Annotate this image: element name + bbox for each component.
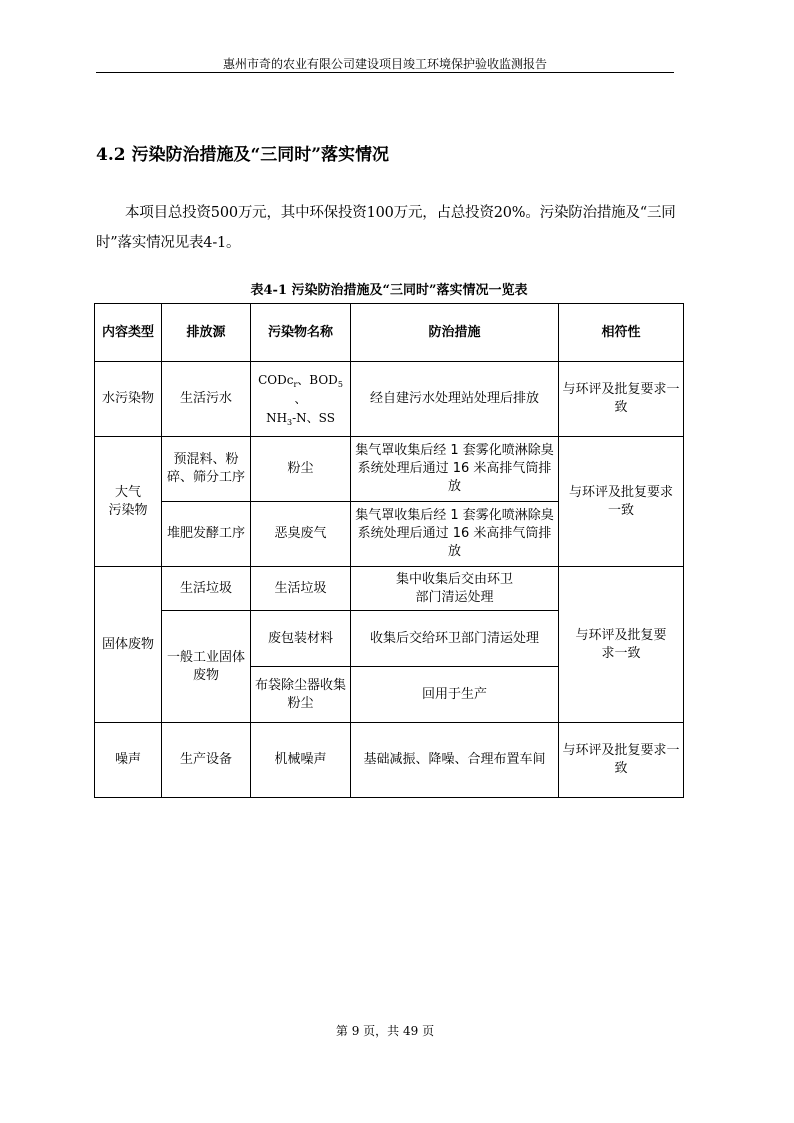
cell-compliance-air: 与环评及批复要求一致 (559, 437, 684, 567)
table-row-air-1 (95, 437, 684, 502)
cell-pollutant-solid-1: 生活垃圾 (251, 567, 351, 611)
table-row-noise (95, 723, 684, 798)
pollutant-nh3-sub: 3 (287, 417, 293, 427)
pollutant-rest: -N、SS (292, 410, 335, 425)
header-pollutant: 污染物名称 (251, 304, 351, 362)
pollutant-nh3: NH (266, 410, 288, 425)
type-air-line2: 污染物 (108, 502, 148, 518)
pollutant-bod: 、BOD (297, 372, 338, 387)
cell-source-solid-general: 一般工业固体废物 (162, 611, 251, 723)
cell-pollutant-air-2: 恶臭废气 (251, 502, 351, 567)
table-row-solid-1 (95, 567, 684, 611)
pollutant-cod: CODc (258, 372, 294, 387)
cell-measure-water: 经自建污水处理站处理后排放 (351, 362, 559, 437)
cell-measure-solid-2: 收集后交给环卫部门清运处理 (351, 611, 559, 667)
cell-measure-air-1: 集气罩收集后经 1 套雾化喷淋除臭系统处理后通过 16 米高排气筒排放 (351, 437, 559, 502)
cell-type-water: 水污染物 (95, 362, 162, 437)
cell-pollutant-solid-3: 布袋除尘器收集粉尘 (251, 667, 351, 723)
cell-measure-air-2: 集气罩收集后经 1 套雾化喷淋除臭系统处理后通过 16 米高排气筒排放 (351, 502, 559, 567)
measure-solid-1-line2: 部门清运处理 (415, 589, 494, 605)
cell-measure-solid-3: 回用于生产 (351, 667, 559, 723)
cell-source-air-2: 堆肥发酵工序 (162, 502, 251, 567)
cell-measure-noise: 基础减振、降噪、合理布置车间 (351, 723, 559, 798)
body-paragraph: 本项目总投资500万元，其中环保投资100万元，占总投资20%。污染防治措施及“三同时”落实情况见表4-1。 (96, 205, 676, 251)
header-source: 排放源 (162, 304, 251, 362)
type-air-line1: 大气 (114, 484, 141, 500)
cell-source-solid-1: 生活垃圾 (162, 567, 251, 611)
table-caption: 表4-1 污染防治措施及“三同时”落实情况一览表 (250, 283, 528, 298)
cell-source-noise: 生产设备 (162, 723, 251, 798)
running-header: 惠州市奇的农业有限公司建设项目竣工环境保护验收监测报告 (222, 57, 547, 71)
table-row-water (95, 362, 684, 437)
cell-compliance-noise: 与环评及批复要求一致 (559, 723, 684, 798)
header-measure: 防治措施 (351, 304, 559, 362)
header-compliance: 相符性 (559, 304, 684, 362)
pollutant-bod-sub: 5 (337, 379, 343, 389)
section-heading: 4.2 污染防治措施及“三同时”落实情况 (96, 145, 390, 165)
cell-source-air-1: 预混料、粉碎、筛分工序 (162, 437, 251, 502)
cell-pollutant-solid-2: 废包装材料 (251, 611, 351, 667)
pollutant-cod-sub: r (293, 379, 298, 389)
cell-type-noise: 噪声 (95, 723, 162, 798)
cell-compliance-solid: 与环评及批复要求一致 (559, 567, 684, 723)
measure-solid-1-line1: 集中收集后交由环卫 (395, 571, 513, 587)
cell-source-water: 生活污水 (162, 362, 251, 437)
cell-pollutant-noise: 机械噪声 (251, 723, 351, 798)
page-footer: 第 9 页，共 49 页 (335, 1024, 435, 1038)
cell-measure-solid-1 (351, 567, 559, 611)
cell-pollutant-air-1: 粉尘 (251, 437, 351, 502)
header-type: 内容类型 (95, 304, 162, 362)
header-rule (96, 72, 674, 73)
cell-compliance-water: 与环评及批复要求一致 (559, 362, 684, 437)
cell-type-solid: 固体废物 (95, 567, 162, 723)
table-header-row (95, 304, 684, 362)
cell-pollutant-water (251, 362, 351, 437)
measures-table (94, 303, 684, 798)
pollutant-sep: 、 (294, 391, 307, 406)
cell-type-air (95, 437, 162, 567)
